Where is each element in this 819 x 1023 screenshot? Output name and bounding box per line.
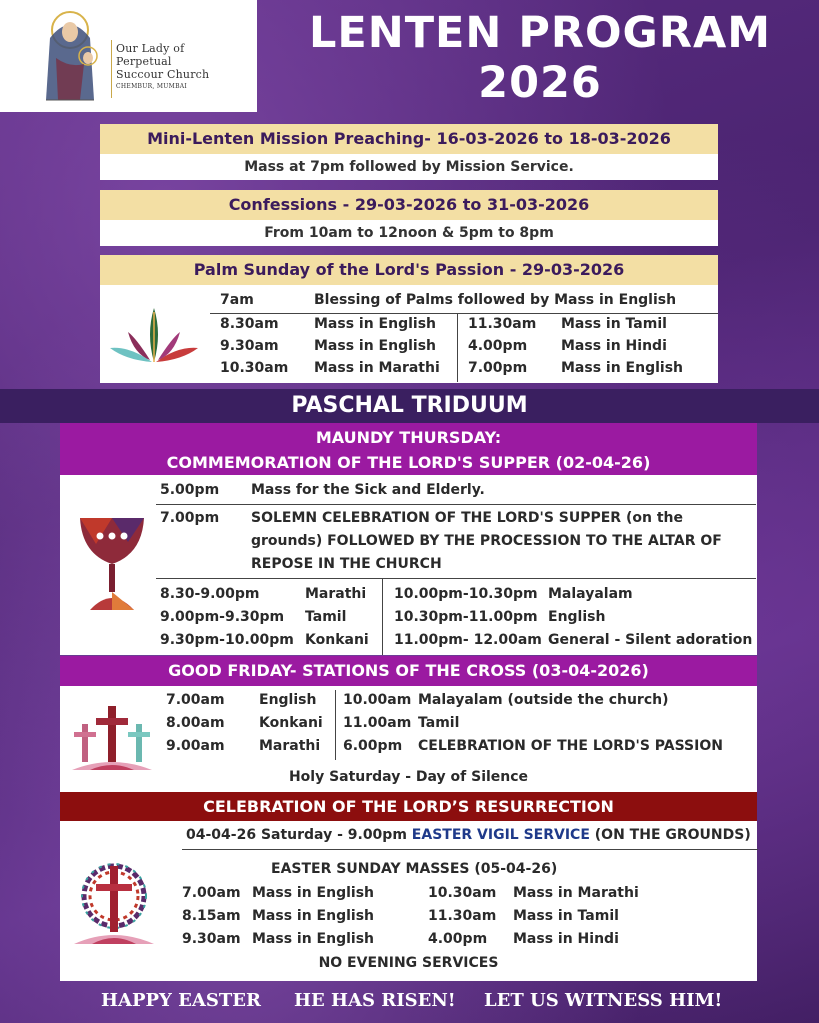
thursday-divider-2 — [156, 578, 756, 579]
church-name — [116, 42, 256, 90]
resurrection-divider — [182, 849, 758, 850]
palm-left-time-2: 9.30am — [220, 338, 279, 354]
palm-first-desc: Blessing of Palms followed by Mass in English — [314, 292, 677, 308]
thursday-second-desc-2: grounds) FOLLOWED BY THE PROCESSION TO THE ALTAR OF — [251, 533, 722, 549]
easter-left-time-3: 9.30am — [182, 931, 241, 947]
thursday-second-time: 7.00pm — [160, 510, 220, 526]
maundy-thursday-heading — [60, 423, 757, 475]
palm-right-desc-2: Mass in Hindi — [561, 338, 667, 354]
easter-left-time-1: 7.00am — [182, 885, 241, 901]
maundy-thursday-subtitle: COMMEMORATION OF THE LORD'S SUPPER (02-04-26) — [166, 453, 651, 472]
thursday-column-divider — [382, 579, 383, 655]
thursday-right-time-1: 10.00pm-10.30pm — [394, 586, 538, 602]
easter-left-desc-2: Mass in English — [252, 908, 375, 924]
palm-left-time-3: 10.30am — [220, 360, 289, 376]
palm-sunday-heading: Palm Sunday of the Lord's Passion - 29-03-2026 — [100, 255, 718, 285]
good-friday-heading: GOOD FRIDAY- STATIONS OF THE CROSS (03-04-2026) — [60, 656, 757, 686]
easter-sunday-heading: EASTER SUNDAY MASSES (05-04-26) — [271, 861, 558, 877]
palm-right-time-2: 4.00pm — [468, 338, 528, 354]
easter-right-desc-3: Mass in Hindi — [513, 931, 619, 947]
friday-left-time-1: 7.00am — [166, 692, 225, 708]
thursday-right-desc-3: General - Silent adoration — [548, 632, 753, 648]
friday-right-time-2: 11.00am — [343, 715, 412, 731]
church-name-line1: Our Lady of — [116, 42, 185, 55]
palm-right-desc-3: Mass in English — [561, 360, 684, 376]
madonna-icon — [36, 8, 112, 104]
mission-heading: Mini-Lenten Mission Preaching- 16-03-2026 to 18-03-2026 — [100, 124, 718, 154]
friday-right-time-1: 10.00am — [343, 692, 412, 708]
thursday-first-time: 5.00pm — [160, 482, 220, 498]
friday-right-desc-3: CELEBRATION OF THE LORD'S PASSION — [418, 738, 723, 754]
thursday-divider-1 — [156, 504, 756, 505]
thursday-first-desc: Mass for the Sick and Elderly. — [251, 482, 485, 498]
thursday-second-desc-3: REPOSE IN THE CHURCH — [251, 556, 442, 572]
church-name-line2: Perpetual — [116, 55, 172, 68]
easter-left-time-2: 8.15am — [182, 908, 241, 924]
title-line1: LENTEN PROGRAM — [308, 8, 772, 58]
palm-left-desc-3: Mass in Marathi — [314, 360, 440, 376]
paschal-triduum-heading: PASCHAL TRIDUUM — [0, 389, 819, 423]
chalice-icon — [76, 514, 148, 614]
palm-right-time-1: 11.30am — [468, 316, 537, 332]
easter-vigil-location: (ON THE GROUNDS) — [589, 827, 751, 843]
thursday-left-desc-1: Marathi — [305, 586, 367, 602]
friday-left-desc-3: Marathi — [259, 738, 321, 754]
church-name-line3: Succour Church — [116, 68, 210, 81]
palm-divider — [210, 313, 718, 314]
thursday-left-time-2: 9.00pm-9.30pm — [160, 609, 285, 625]
easter-right-time-3: 4.00pm — [428, 931, 488, 947]
easter-vigil-line — [186, 827, 751, 843]
palm-column-divider — [457, 314, 458, 382]
easter-right-time-2: 11.30am — [428, 908, 497, 924]
no-evening-services-note: NO EVENING SERVICES — [318, 955, 499, 971]
confessions-heading: Confessions - 29-03-2026 to 31-03-2026 — [100, 190, 718, 220]
footer-he-has-risen: HE HAS RISEN! — [294, 990, 456, 1011]
friday-left-desc-1: English — [259, 692, 317, 708]
easter-left-desc-3: Mass in English — [252, 931, 375, 947]
palm-left-time-1: 8.30am — [220, 316, 279, 332]
easter-right-desc-1: Mass in Marathi — [513, 885, 639, 901]
thursday-second-desc-1: SOLEMN CELEBRATION OF THE LORD'S SUPPER (on the — [251, 510, 683, 526]
friday-left-time-2: 8.00am — [166, 715, 225, 731]
palm-left-desc-2: Mass in English — [314, 338, 437, 354]
easter-left-desc-1: Mass in English — [252, 885, 375, 901]
easter-right-desc-2: Mass in Tamil — [513, 908, 619, 924]
footer-witness: LET US WITNESS HIM! — [484, 990, 723, 1011]
easter-vigil-service: EASTER VIGIL SERVICE — [411, 827, 590, 843]
friday-column-divider — [335, 690, 336, 760]
thursday-left-desc-2: Tamil — [305, 609, 347, 625]
easter-vigil-date: 04-04-26 Saturday - 9.00pm — [186, 827, 412, 843]
thursday-right-time-2: 10.30pm-11.00pm — [394, 609, 538, 625]
footer-banner — [0, 986, 819, 1016]
three-crosses-icon — [70, 704, 154, 772]
palm-leaves-icon — [106, 304, 202, 368]
logo-divider — [111, 40, 112, 98]
friday-right-desc-2: Tamil — [418, 715, 460, 731]
thursday-right-time-3: 11.00pm- 12.00am — [394, 632, 542, 648]
holy-saturday-note: Holy Saturday - Day of Silence — [288, 769, 529, 785]
palm-first-time: 7am — [220, 292, 254, 308]
friday-right-desc-1: Malayalam (outside the church) — [418, 692, 669, 708]
friday-left-desc-2: Konkani — [259, 715, 323, 731]
palm-right-time-3: 7.00pm — [468, 360, 528, 376]
thursday-left-desc-3: Konkani — [305, 632, 369, 648]
thursday-left-time-3: 9.30pm-10.00pm — [160, 632, 294, 648]
palm-right-desc-1: Mass in Tamil — [561, 316, 667, 332]
page-title — [300, 8, 780, 108]
thursday-right-desc-2: English — [548, 609, 606, 625]
friday-right-time-3: 6.00pm — [343, 738, 403, 754]
title-line2: 2026 — [478, 58, 602, 108]
confessions-detail: From 10am to 12noon & 5pm to 8pm — [100, 220, 718, 246]
easter-right-time-1: 10.30am — [428, 885, 497, 901]
crown-of-thorns-cross-icon — [72, 856, 156, 946]
resurrection-heading: CELEBRATION OF THE LORD’S RESURRECTION — [60, 792, 757, 821]
friday-left-time-3: 9.00am — [166, 738, 225, 754]
thursday-right-desc-1: Malayalam — [548, 586, 633, 602]
mission-detail: Mass at 7pm followed by Mission Service. — [100, 154, 718, 180]
church-location: CHEMBUR, MUMBAI — [116, 83, 188, 90]
thursday-left-time-1: 8.30-9.00pm — [160, 586, 260, 602]
footer-happy-easter: HAPPY EASTER — [101, 990, 261, 1011]
maundy-thursday-title: MAUNDY THURSDAY: — [315, 428, 502, 447]
palm-left-desc-1: Mass in English — [314, 316, 437, 332]
